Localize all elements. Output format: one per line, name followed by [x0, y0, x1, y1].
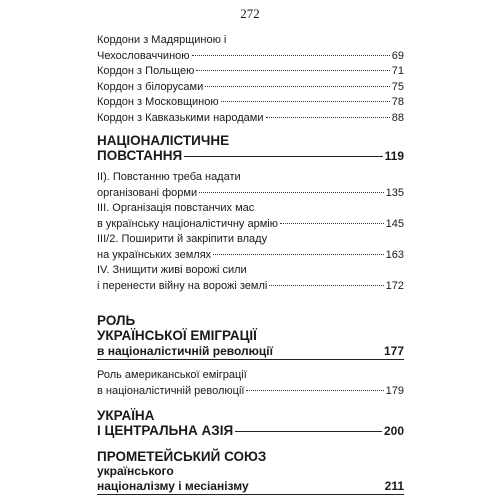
toc-entry-muscovy[interactable]: [97, 95, 404, 111]
toc-chapter-asia[interactable]: [97, 408, 404, 439]
chapter-title: РОЛЬ: [97, 313, 136, 328]
toc-entry-uprising-war[interactable]: [97, 263, 404, 294]
chapter-title: УКРАЇНСЬКОЇ ЕМІГРАЦІЇ: [97, 328, 257, 343]
page-ref: 135: [385, 186, 404, 199]
dot-leader: [205, 86, 389, 87]
toc-entry-text: Кордони з Мадярщиною і: [97, 34, 227, 46]
chapter-title: І ЦЕНТРАЛЬНА АЗІЯ: [97, 423, 234, 438]
page-ref: 71: [391, 65, 404, 77]
dot-leader: [266, 117, 390, 118]
leader-line: [235, 431, 382, 432]
toc-entry-poland[interactable]: [97, 64, 404, 80]
chapter-title: ПРОМЕТЕЙСЬКИЙ СОЮЗ: [97, 449, 267, 464]
leader-line: [184, 156, 382, 157]
toc-entry-text: організовані форми: [97, 186, 198, 199]
toc-entry-belarus[interactable]: [97, 80, 404, 96]
toc-entry-text: Кордон з Кавказькими народами: [97, 111, 264, 124]
chapter-subtitle: націоналізму і месіанізму: [97, 479, 249, 493]
chapter-title: ПОВСТАННЯ: [97, 148, 183, 163]
chapter-subtitle: українського: [97, 464, 174, 478]
page-ref: 200: [383, 424, 404, 438]
toc-entry-uprising-power[interactable]: [97, 232, 404, 263]
toc-entry-text: в українську націоналістичну армію: [97, 217, 278, 230]
dot-leader: [192, 55, 390, 56]
chapter-title: УКРАЇНА: [97, 408, 155, 423]
toc-entry-text: Кордон з Польщею: [97, 65, 195, 77]
toc-entry-text: Кордон з білорусами: [97, 80, 204, 93]
page-ref: 145: [385, 217, 404, 230]
toc-entry-uprising-army[interactable]: [97, 201, 404, 232]
page-ref: 119: [384, 149, 404, 163]
toc-entry-text: на українських землях: [97, 248, 212, 261]
dot-leader: [199, 192, 384, 193]
dot-leader: [196, 70, 389, 71]
page-ref: 177: [383, 344, 404, 358]
page-ref: 211: [384, 479, 404, 493]
page-ref: 69: [391, 49, 404, 62]
toc-entry-text: Роль американської еміграції: [97, 369, 247, 381]
toc-entry-text: Кордон з Московщиною: [97, 96, 219, 108]
toc-chapter-uprising[interactable]: [97, 133, 404, 164]
chapter-subtitle: в націоналістичній революції: [97, 344, 273, 358]
toc-entry-text: Чехословаччиною: [97, 49, 190, 62]
toc-entry-text: в націоналістичній революції: [97, 384, 245, 397]
toc-entry-text: II). Повстанню треба надати: [97, 171, 241, 183]
page-ref: 163: [385, 248, 404, 261]
dot-leader: [280, 223, 384, 224]
page-ref: 78: [391, 96, 404, 108]
dot-leader: [213, 254, 383, 255]
page-number: 272: [240, 6, 260, 21]
dot-leader: [246, 390, 383, 391]
toc-entry-caucasus[interactable]: [97, 111, 404, 127]
toc-entry-text: і перенести війну на ворожі землі: [97, 279, 268, 292]
page-ref: 88: [391, 111, 404, 124]
dot-leader: [221, 101, 390, 102]
page-ref: 75: [391, 80, 404, 93]
page-ref: 179: [385, 384, 404, 397]
toc-entry-text: III. Організація повстанчих мас: [97, 202, 255, 214]
toc-entry-text: IV. Знищити живі ворожі сили: [97, 264, 247, 276]
chapter-title: НАЦІОНАЛІСТИЧНЕ: [97, 133, 230, 148]
toc-entry-hungary[interactable]: [97, 33, 404, 64]
page-ref: 172: [385, 279, 404, 292]
toc-chapter-emigration[interactable]: [97, 313, 404, 360]
toc-entry-text: III/2. Поширити й закріпити владу: [97, 233, 268, 245]
dot-leader: [269, 285, 383, 286]
toc-entry-uprising-forms[interactable]: [97, 170, 404, 201]
toc-entry-american-emigration[interactable]: [97, 368, 404, 399]
toc-chapter-promethean[interactable]: [97, 449, 404, 495]
